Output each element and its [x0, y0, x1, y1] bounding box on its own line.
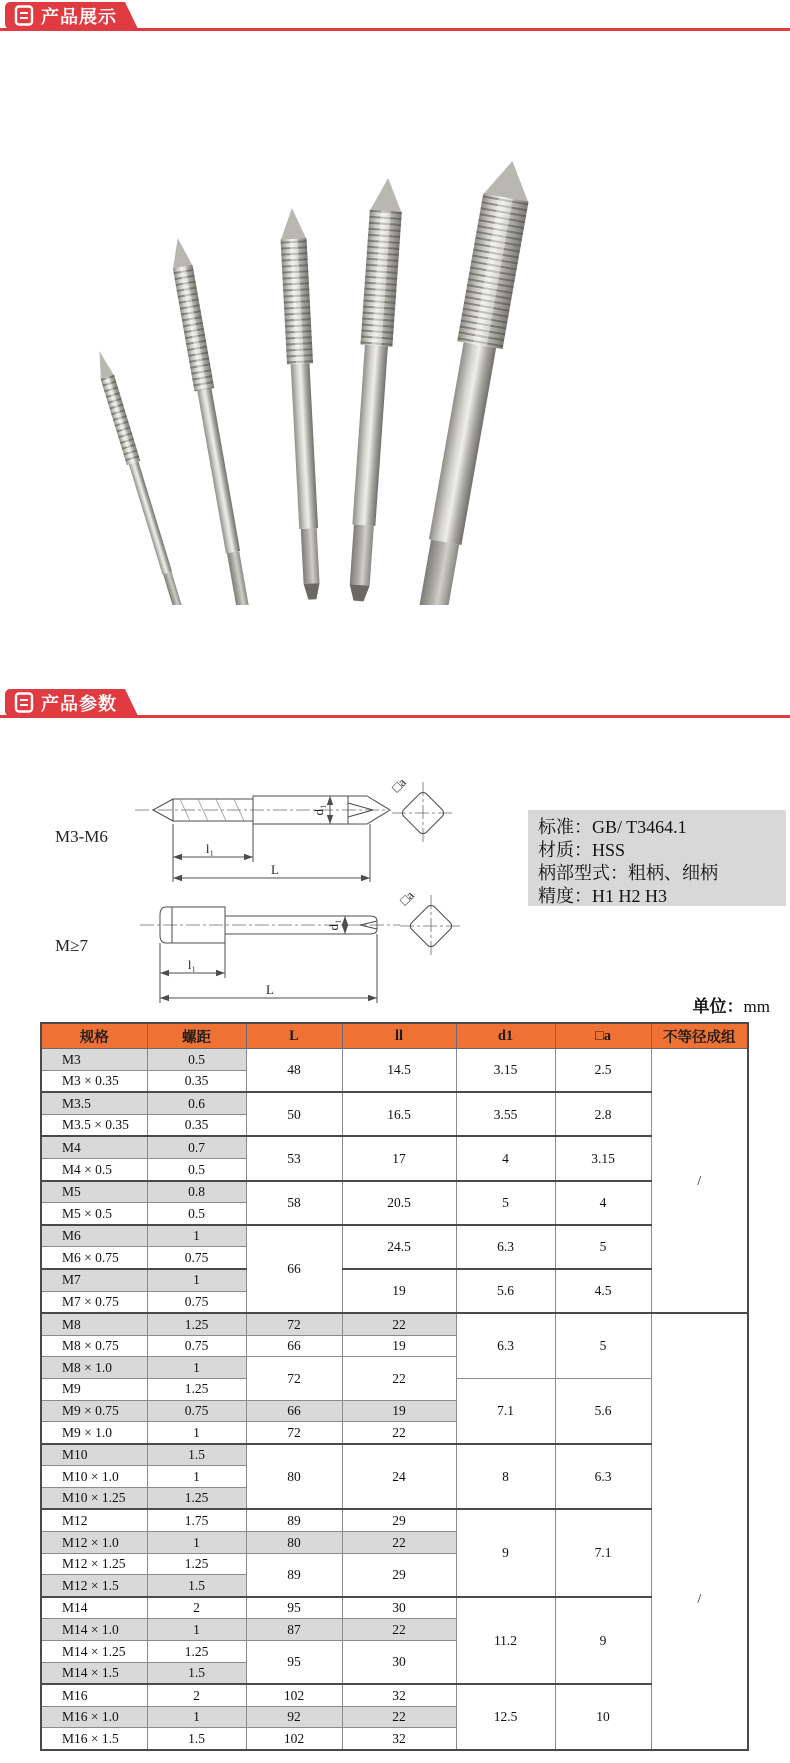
table-cell: 19	[342, 1269, 456, 1313]
tap-image-2	[168, 236, 255, 605]
table-cell-spec: M16 × 1.0	[41, 1706, 147, 1728]
table-cell-spec: M14	[41, 1597, 147, 1619]
table-cell-spec: M3.5	[41, 1092, 147, 1114]
table-cell: 7.1	[555, 1509, 651, 1596]
table-cell-spec: M5 × 0.5	[41, 1203, 147, 1225]
table-cell: 22	[342, 1532, 456, 1554]
table-header-cell: 规格	[41, 1023, 147, 1049]
table-cell: /	[651, 1049, 748, 1314]
table-cell: 30	[342, 1597, 456, 1619]
table-cell: 95	[246, 1597, 342, 1619]
table-cell-spec: M6 × 0.75	[41, 1247, 147, 1269]
table-cell: 0.35	[147, 1114, 246, 1136]
table-cell: 1.5	[147, 1575, 246, 1597]
dim-label-L: L	[271, 862, 279, 877]
table-cell-spec: M12 × 1.5	[41, 1575, 147, 1597]
table-cell: 3.55	[456, 1092, 555, 1136]
table-cell: 1.75	[147, 1509, 246, 1531]
table-header-cell: 螺距	[147, 1023, 246, 1049]
table-cell: 1.5	[147, 1662, 246, 1684]
table-cell: 0.7	[147, 1136, 246, 1158]
dim-label-square-a: □a	[388, 774, 409, 795]
table-cell-spec: M7 × 0.75	[41, 1291, 147, 1313]
table-cell: 53	[246, 1136, 342, 1180]
table-cell: 20.5	[342, 1181, 456, 1225]
table-cell: 2	[147, 1597, 246, 1619]
table-cell: 1.5	[147, 1444, 246, 1466]
spec-line-standard: 标准：GB/ T3464.1	[538, 817, 687, 837]
table-cell: 8	[456, 1444, 555, 1510]
table-header-cell: ll	[342, 1023, 456, 1049]
table-cell: 22	[342, 1357, 456, 1400]
banner-tab	[5, 2, 125, 29]
table-cell: 1	[147, 1357, 246, 1379]
table-cell: 22	[342, 1706, 456, 1728]
table-cell: 0.8	[147, 1181, 246, 1203]
table-cell: 89	[246, 1553, 342, 1597]
table-cell: 1	[147, 1619, 246, 1641]
table-cell: 0.75	[147, 1291, 246, 1313]
table-cell-spec: M9	[41, 1378, 147, 1400]
table-cell: 32	[342, 1684, 456, 1706]
table-cell: 1	[147, 1706, 246, 1728]
tech-drawing-small	[40, 762, 500, 887]
dim-label-square-a: □a	[396, 887, 417, 908]
table-cell: 72	[246, 1422, 342, 1444]
table-cell-spec: M14 × 1.25	[41, 1641, 147, 1663]
table-cell: 17	[342, 1136, 456, 1180]
table-cell: 9	[456, 1509, 555, 1596]
table-cell: 30	[342, 1641, 456, 1685]
section-banner-display	[0, 2, 790, 33]
table-header-cell: d1	[456, 1023, 555, 1049]
table-cell: 4	[555, 1181, 651, 1225]
dim-label-d1: d₁	[326, 919, 341, 931]
table-cell: /	[651, 1313, 748, 1750]
table-cell: 1.25	[147, 1313, 246, 1335]
dim-label-d1: d₁	[311, 804, 326, 816]
table-cell: 6.3	[555, 1444, 651, 1510]
table-cell-spec: M10 × 1.0	[41, 1466, 147, 1488]
table-cell-spec: M8 × 0.75	[41, 1335, 147, 1357]
table-cell-spec: M6	[41, 1225, 147, 1247]
table-cell: 5.6	[555, 1378, 651, 1443]
table-cell: 3.15	[456, 1049, 555, 1093]
spec-table	[40, 1022, 749, 1751]
table-cell: 1.25	[147, 1487, 246, 1509]
dim-label-l1: l₁	[205, 841, 215, 856]
table-cell: 102	[246, 1728, 342, 1750]
table-cell: 5	[555, 1225, 651, 1269]
tap-image-1	[93, 349, 190, 605]
dim-label-l1: l₁	[187, 957, 197, 972]
table-header-cell: L	[246, 1023, 342, 1049]
table-cell: 7.1	[456, 1378, 555, 1443]
table-cell-spec: M7	[41, 1269, 147, 1291]
table-cell: 19	[342, 1335, 456, 1357]
table-cell: 0.6	[147, 1092, 246, 1114]
table-cell-spec: M9 × 0.75	[41, 1400, 147, 1422]
table-cell: 0.5	[147, 1158, 246, 1180]
table-cell: 4	[456, 1136, 555, 1180]
document-icon	[14, 692, 34, 713]
table-cell: 19	[342, 1400, 456, 1422]
table-cell: 92	[246, 1706, 342, 1728]
table-cell: 87	[246, 1619, 342, 1641]
table-cell: 1.25	[147, 1378, 246, 1400]
table-cell: 10	[555, 1684, 651, 1750]
table-cell: 1	[147, 1422, 246, 1444]
table-cell: 0.5	[147, 1203, 246, 1225]
table-cell: 16.5	[342, 1092, 456, 1136]
table-cell-spec: M16	[41, 1684, 147, 1706]
table-cell: 1.25	[147, 1641, 246, 1663]
table-cell: 66	[246, 1335, 342, 1357]
table-cell: 5.6	[456, 1269, 555, 1313]
table-cell: 66	[246, 1225, 342, 1313]
table-cell: 80	[246, 1444, 342, 1510]
table-cell: 72	[246, 1313, 342, 1335]
table-cell: 66	[246, 1400, 342, 1422]
dim-label-L: L	[266, 982, 274, 997]
table-cell: 22	[342, 1313, 456, 1335]
table-cell: 24.5	[342, 1225, 456, 1269]
table-cell-spec: M3.5 × 0.35	[41, 1114, 147, 1136]
table-cell-spec: M12	[41, 1509, 147, 1531]
table-cell-spec: M16 × 1.5	[41, 1728, 147, 1750]
table-cell: 80	[246, 1532, 342, 1554]
table-cell: 0.5	[147, 1049, 246, 1071]
product-photo	[0, 65, 790, 605]
table-cell-spec: M3 × 0.35	[41, 1070, 147, 1092]
drawing-label-large: M≥7	[55, 936, 88, 955]
table-cell-spec: M3	[41, 1049, 147, 1071]
tap-image-4	[343, 177, 404, 602]
table-cell: 1.5	[147, 1728, 246, 1750]
table-header-cell: □a	[555, 1023, 651, 1049]
table-cell-spec: M8 × 1.0	[41, 1357, 147, 1379]
table-cell-spec: M12 × 1.25	[41, 1553, 147, 1575]
table-cell: 4.5	[555, 1269, 651, 1313]
table-cell: 6.3	[456, 1225, 555, 1269]
table-cell-spec: M4 × 0.5	[41, 1158, 147, 1180]
table-cell-spec: M9 × 1.0	[41, 1422, 147, 1444]
table-cell-spec: M12 × 1.0	[41, 1532, 147, 1554]
table-cell: 3.15	[555, 1136, 651, 1180]
spec-line-shank-type: 柄部型式：粗柄、细柄	[538, 863, 718, 883]
table-cell: 12.5	[456, 1684, 555, 1750]
table-cell: 1.25	[147, 1553, 246, 1575]
table-cell: 6.3	[456, 1313, 555, 1378]
table-cell: 2.8	[555, 1092, 651, 1136]
table-header-cell: 不等径成组	[651, 1023, 748, 1049]
table-cell: 1	[147, 1466, 246, 1488]
tap-image-5	[406, 157, 535, 605]
table-cell: 24	[342, 1444, 456, 1510]
table-cell-spec: M5	[41, 1181, 147, 1203]
table-cell: 72	[246, 1357, 342, 1400]
table-cell: 0.75	[147, 1247, 246, 1269]
table-cell: 89	[246, 1509, 342, 1531]
table-cell-spec: M14 × 1.5	[41, 1662, 147, 1684]
table-cell: 58	[246, 1181, 342, 1225]
unit-label-cn: 单位：	[692, 997, 744, 1016]
document-icon	[14, 5, 34, 26]
spec-info-box	[528, 810, 786, 906]
table-cell: 1	[147, 1269, 246, 1291]
table-cell: 22	[342, 1422, 456, 1444]
table-cell: 0.75	[147, 1400, 246, 1422]
table-cell: 1	[147, 1532, 246, 1554]
banner-tab	[5, 689, 125, 716]
banner-slant	[125, 2, 138, 29]
tap-image-3	[279, 207, 325, 600]
spec-line-precision: 精度：H1 H2 H3	[538, 886, 667, 906]
unit-label	[600, 992, 770, 1017]
table-cell: 22	[342, 1619, 456, 1641]
table-cell: 50	[246, 1092, 342, 1136]
spec-line-material: 材质：HSS	[538, 840, 626, 860]
table-cell: 29	[342, 1509, 456, 1531]
table-cell: 2	[147, 1684, 246, 1706]
table-cell-spec: M10	[41, 1444, 147, 1466]
banner-slant	[125, 689, 138, 716]
table-cell: 2.5	[555, 1049, 651, 1093]
table-cell: 32	[342, 1728, 456, 1750]
table-cell: 5	[456, 1181, 555, 1225]
table-cell: 0.35	[147, 1070, 246, 1092]
table-cell-spec: M10 × 1.25	[41, 1487, 147, 1509]
table-cell: 48	[246, 1049, 342, 1093]
table-cell-spec: M8	[41, 1313, 147, 1335]
table-cell-spec: M4	[41, 1136, 147, 1158]
table-cell: 1	[147, 1225, 246, 1247]
table-cell: 102	[246, 1684, 342, 1706]
table-cell: 9	[555, 1597, 651, 1684]
table-cell: 14.5	[342, 1049, 456, 1093]
section-title-display: 产品展示	[41, 6, 117, 27]
table-cell: 0.75	[147, 1335, 246, 1357]
table-cell: 95	[246, 1641, 342, 1685]
tech-drawing-large	[40, 885, 520, 1010]
drawing-label-small: M3-M6	[55, 827, 108, 846]
table-cell-spec: M14 × 1.0	[41, 1619, 147, 1641]
unit-label-mm: mm	[743, 997, 770, 1016]
table-cell: 5	[555, 1313, 651, 1378]
table-cell: 11.2	[456, 1597, 555, 1684]
section-title-params: 产品参数	[41, 693, 117, 714]
table-cell: 29	[342, 1553, 456, 1597]
section-banner-params	[0, 689, 790, 720]
